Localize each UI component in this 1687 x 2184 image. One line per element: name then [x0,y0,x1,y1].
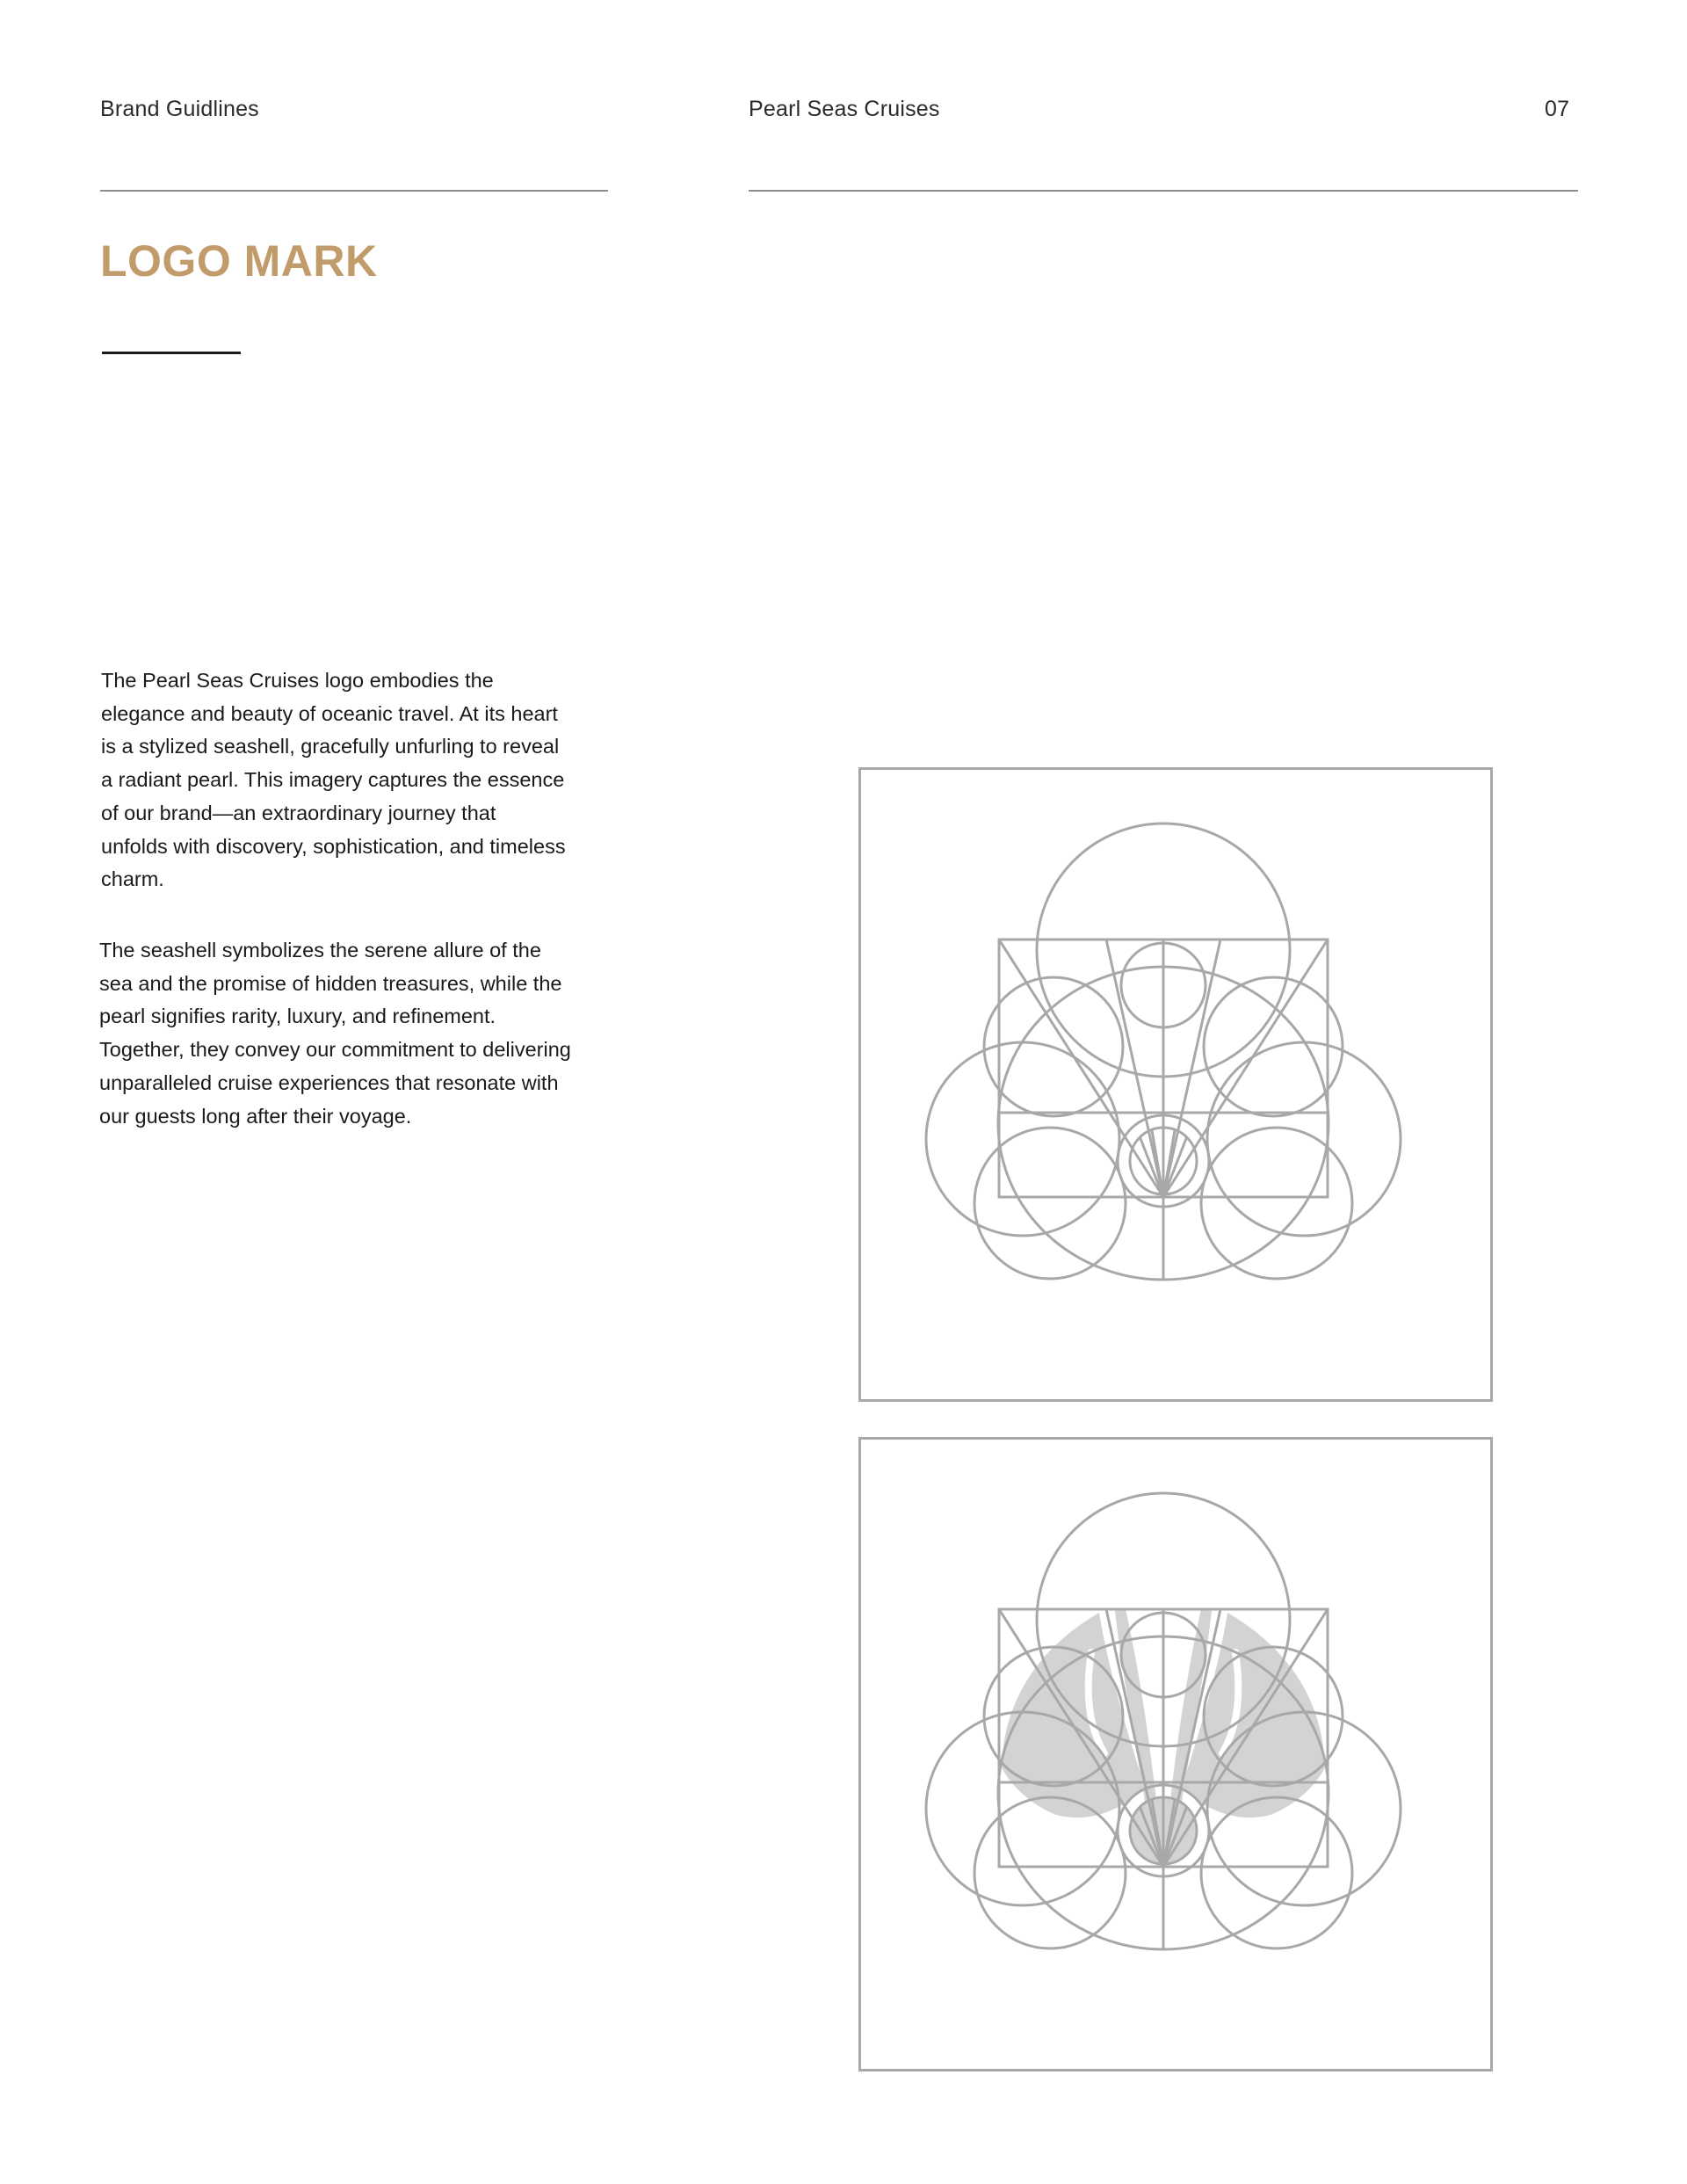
lower-right-circle [1201,1797,1352,1948]
logo-construction-grid [858,767,1493,1402]
body-paragraph-1: The Pearl Seas Cruises logo embodies the elegance and beauty of oceanic travel. At its heart is a stylized seashell, gracefully unfurling to reveal a radiant pearl. This imagery captures the essence of our brand—an extraordinary journey that unfolds with discovery, sophistication, and timeless charm. [101,669,566,891]
construction-grid [926,1493,1401,1949]
header-rule-right [749,190,1578,192]
lower-left-circle [974,1797,1126,1948]
body-paragraph-2: The seashell symbolizes the serene allure of the sea and the promise of hidden treasures, while the pearl signifies rarity, luxury, and refinement. Together, they convey our commitment to delivering unparalleled cruise experiences that resonate with our guests long after their voyage. [99,939,571,1128]
lower-right-circle [1201,1128,1352,1279]
header-brand-guidelines: Brand Guidlines [100,97,259,121]
logo-construction-grid-with-mark [858,1437,1493,2072]
header-brand-name: Pearl Seas Cruises [749,97,940,121]
page-number: 07 [1545,97,1570,121]
header-rule-left [100,190,608,192]
section-title: LOGO MARK [100,236,378,286]
logo-grid-drawing [858,767,1493,1402]
title-underline [102,352,241,354]
logo-mark-drawing [858,1437,1493,2072]
lower-left-circle [974,1128,1126,1279]
construction-grid [926,824,1401,1280]
